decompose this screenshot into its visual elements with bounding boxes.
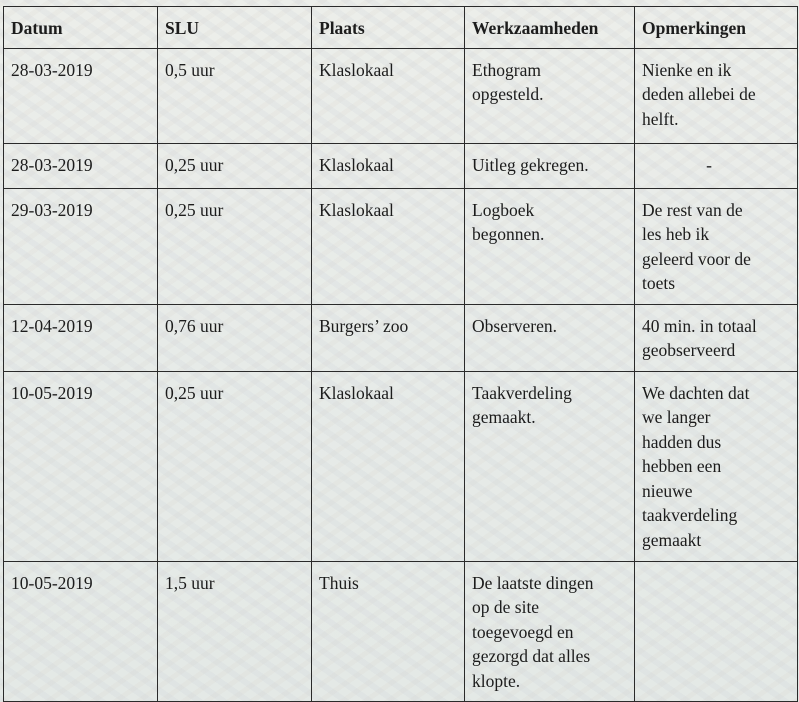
cell-opmerkingen: We dachten dat we langer hadden dus hebben een nieuwe taakverdeling gemaakt <box>635 371 798 561</box>
cell-datum: 29-03-2019 <box>4 188 158 304</box>
table-row <box>4 143 798 188</box>
cell-plaats: Klaslokaal <box>312 143 465 188</box>
table-row <box>4 304 798 371</box>
cell-datum: 12-04-2019 <box>4 304 158 371</box>
cell-opmerkingen: 40 min. in totaal geobserveerd <box>635 304 798 371</box>
header-datum: Datum <box>4 7 158 49</box>
cell-plaats: Klaslokaal <box>312 371 465 561</box>
table-row <box>4 188 798 304</box>
cell-datum: 10-05-2019 <box>4 561 158 701</box>
logbook-table <box>3 6 798 702</box>
cell-werkzaamheden: De laatste dingen op de site toegevoegd en gezorgd dat alles klopte. <box>465 561 635 701</box>
cell-opmerkingen <box>635 143 798 188</box>
cell-datum: 28-03-2019 <box>4 143 158 188</box>
cell-plaats: Klaslokaal <box>312 188 465 304</box>
table-row <box>4 371 798 561</box>
cell-slu: 0,76 uur <box>158 304 312 371</box>
cell-werkzaamheden: Ethogram opgesteld. <box>465 48 635 143</box>
header-slu: SLU <box>158 7 312 49</box>
cell-opmerkingen: Nienke en ik deden allebei de helft. <box>635 48 798 143</box>
cell-plaats: Klaslokaal <box>312 48 465 143</box>
cell-slu: 0,25 uur <box>158 143 312 188</box>
cell-werkzaamheden: Observeren. <box>465 304 635 371</box>
cell-datum: 28-03-2019 <box>4 48 158 143</box>
header-opmerkingen: Opmerkingen <box>635 7 798 49</box>
cell-slu: 0,25 uur <box>158 371 312 561</box>
cell-plaats: Burgers’ zoo <box>312 304 465 371</box>
cell-datum: 10-05-2019 <box>4 371 158 561</box>
header-plaats: Plaats <box>312 7 465 49</box>
table-row <box>4 48 798 143</box>
table-row <box>4 561 798 701</box>
header-werkzaamheden: Werkzaamheden <box>465 7 635 49</box>
header-row <box>4 7 798 49</box>
cell-opmerkingen <box>635 561 798 701</box>
cell-slu: 0,25 uur <box>158 188 312 304</box>
cell-slu: 0,5 uur <box>158 48 312 143</box>
cell-werkzaamheden: Taakverdeling gemaakt. <box>465 371 635 561</box>
cell-slu: 1,5 uur <box>158 561 312 701</box>
empty-dash: - <box>706 154 712 175</box>
cell-opmerkingen: De rest van de les heb ik geleerd voor de toets <box>635 188 798 304</box>
cell-werkzaamheden: Logboek begonnen. <box>465 188 635 304</box>
cell-plaats: Thuis <box>312 561 465 701</box>
cell-werkzaamheden: Uitleg gekregen. <box>465 143 635 188</box>
